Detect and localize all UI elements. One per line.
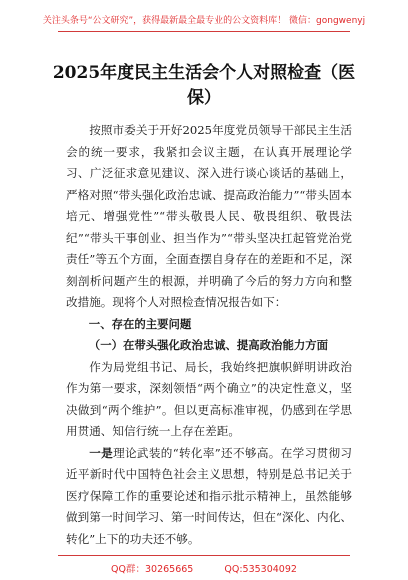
document-title: 2025年度民主生活会个人对照检查（医保） bbox=[52, 63, 356, 108]
point-one-lead: 一是 bbox=[89, 445, 114, 460]
footer-qq-number: QQ:535304092 bbox=[224, 564, 297, 575]
section-heading: 一、存在的主要问题 bbox=[88, 316, 192, 331]
header-divider bbox=[58, 31, 350, 32]
document-body bbox=[66, 120, 352, 550]
footer-divider bbox=[58, 555, 350, 556]
point-one-body: 理论武装的“转化率”还不够高。在学习贯彻习近平新时代中国特色社会主义思想，特别是总书记关于医疗保障工作的重要论述和指示批示精神上，虽然能够做到第一时间学习、第一时间传达，但在“深化、内化、转化”上下的功夫还不够。 bbox=[66, 445, 352, 546]
point-one-paragraph bbox=[66, 443, 352, 551]
header-promo-text: 关注头条号“公文研究”，获得最新最全最专业的公文资料库！ 微信：gongwenyj bbox=[42, 16, 366, 26]
intro-paragraph: 按照市委关于开好2025年度党员领导干部民主生活会的统一要求，我紧扣会议主题，在认真开展理论学习、广泛征求意见建议、深入进行谈心谈话的基础上，严格对照“带头强化政治忠诚、提高政治能力”“带头固本培元、增强党性”“带头敬畏人民、敬畏组织、敬畏法纪”“带头干事创业、担当作为”“带头坚决扛起管党治党责任”等五个方面，全面查摆自身存在的差距和不足，深刻剖析问题产生的根源，并明确了今后的努力方向和整改措施。现将个人对照检查情况报告如下： bbox=[66, 123, 352, 309]
footer-contact bbox=[0, 561, 408, 575]
role-paragraph: 作为局党组书记、局长，我始终把旗帜鲜明讲政治作为第一要求，深刻领悟“两个确立”的决定性意义，坚决做到“两个维护”。但以更高标准审视，仍感到在学思用贯通、知信行统一上存在差距。 bbox=[66, 359, 352, 438]
footer-qq-group: QQ群：30265665 bbox=[111, 564, 194, 575]
subsection-heading: （一）在带头强化政治忠诚、提高政治能力方面 bbox=[88, 338, 329, 352]
